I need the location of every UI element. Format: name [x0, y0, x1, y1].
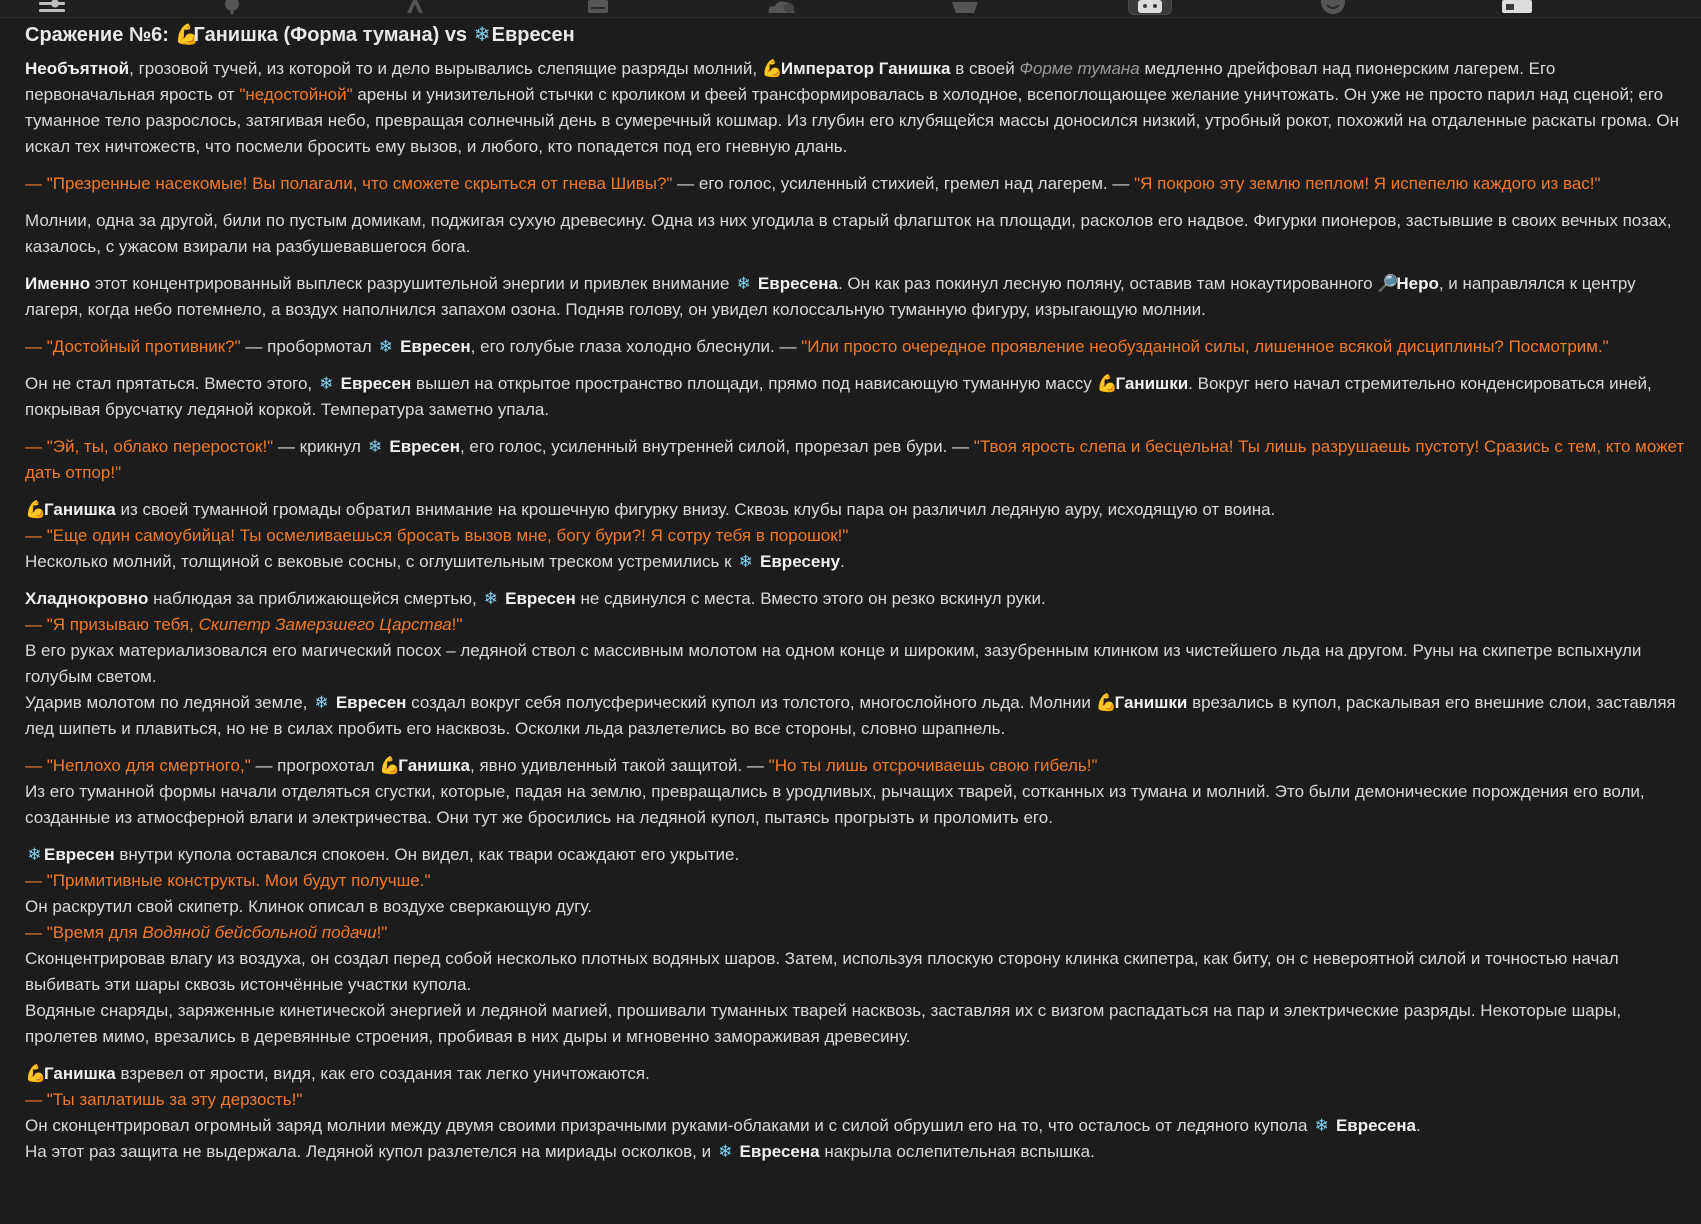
text: — прогрохотал: [250, 756, 380, 775]
dash: —: [25, 526, 47, 545]
text: . Вокруг него начал стремительно конденсироваться иней, покрывая брусчатку ледяной коркой. Температура заметно упала.: [25, 374, 1652, 419]
flexed-biceps-icon: 💪: [174, 24, 200, 46]
bold-text: Евресена: [757, 274, 838, 293]
quote-text: !": [376, 923, 388, 942]
line: [25, 946, 1685, 998]
text: , его голос, усиленный внутренней силой, прорезал рев бури. —: [459, 437, 974, 456]
id-card-icon[interactable]: [1497, 0, 1537, 14]
paragraph-3: [25, 208, 1685, 260]
text: из своей туманной громады обратил внимание на крошечную фигурку внизу. Сквозь клубы пара он различил ледяную ауру, исходящую от воина.: [115, 500, 1276, 519]
text: — пробормотал: [240, 337, 377, 356]
paragraph-10: [25, 753, 1685, 831]
fighter1-name: Ганишка (Форма тумана): [193, 24, 440, 46]
quote-text: "Твоя ярость слепа и бесцельна! Ты лишь разрушаешь пустоту! Сразись с тем, кто может дать отпор!": [25, 437, 1685, 482]
bold-text: Ганишки: [1115, 374, 1189, 393]
quote-text: "Эй, ты, облако переросток!": [46, 437, 274, 456]
bold-text: Евресен: [400, 337, 471, 356]
line: [25, 753, 1685, 779]
text: .: [840, 552, 845, 571]
bold-text: Ганишка: [44, 500, 116, 519]
line: [25, 523, 1685, 549]
snowflake-icon: ❄: [473, 24, 491, 46]
bold-text: Ганишки: [1114, 693, 1188, 712]
paragraph-11: [25, 842, 1685, 1050]
text: .: [1416, 1116, 1421, 1135]
snowflake-icon: ❄: [1314, 1116, 1329, 1135]
bold-text: Евресен: [505, 589, 576, 608]
bold-text: Ганишка: [398, 756, 471, 775]
paragraph-6: [25, 371, 1685, 423]
title-prefix: Сражение №6:: [25, 24, 169, 46]
snowflake-icon: ❄: [718, 1142, 733, 1161]
text: Несколько молний, толщиной с вековые сосны, с оглушительным треском устремились к: [25, 552, 737, 571]
line: [25, 497, 1685, 523]
snowflake-icon: ❄: [483, 589, 499, 608]
snowflake-icon: ❄: [368, 437, 383, 456]
text: врезались в купол, раскалывая его внешние слои, заставляя лед шипеть и плавиться, но не в силах пробить его насквозь. Осколки льда разлетелись во все стороны, словно шрапнель.: [25, 693, 1676, 738]
snowflake-icon: ❄: [314, 693, 329, 712]
line: [25, 1087, 1685, 1113]
bold-text: Хладнокровно: [25, 589, 149, 608]
snowflake-icon: ❄: [738, 552, 753, 571]
bold-text: Неро: [1396, 274, 1439, 293]
text: , грозовой тучей, из которой то и дело вырывались слепящие разряды молний,: [129, 59, 758, 78]
dash: —: [25, 615, 47, 634]
quote-text: "Ты заплатишь за эту дерзость!": [46, 1090, 303, 1109]
paragraph-4: [25, 271, 1685, 323]
sliders-icon[interactable]: [32, 0, 72, 14]
line: [25, 868, 1685, 894]
text: в своей: [950, 59, 1020, 78]
smile-icon[interactable]: [1313, 0, 1353, 14]
text: не сдвинулся с места. Вместо этого он резко вскинул руки.: [575, 589, 1046, 608]
quote-text: "Презренные насекомые! Вы полагали, что сможете скрыться от гнева Шивы?": [46, 174, 673, 193]
magnifier-icon: 🔎: [1377, 274, 1399, 293]
line: [25, 586, 1685, 612]
quote-text: "Но ты лишь отсрочиваешь свою гибель!": [768, 756, 1098, 775]
quote-text: "Примитивные конструкты. Мои будут получше.": [46, 871, 431, 890]
text: , и направлялся к центру лагеря, когда небо потемнело, а воздух наполнился запахом озона. Подняв голову, он увидел колоссальную туманную фигуру, изрыгающую молнии.: [25, 274, 1636, 319]
dash: —: [25, 437, 47, 456]
snowflake-icon: ❄: [378, 337, 393, 356]
text: , его голубые глаза холодно блеснули. —: [470, 337, 802, 356]
text: На этот раз защита не выдержала. Ледяной купол разлетелся на мириады осколков, и: [25, 1142, 716, 1161]
quote-text: "Достойный противник?": [46, 337, 241, 356]
bold-text: Необъятной: [25, 59, 130, 78]
dash: —: [25, 337, 47, 356]
line: [25, 1139, 1685, 1165]
line: [25, 1113, 1685, 1139]
battle-title: [25, 20, 1685, 50]
pin-icon[interactable]: [212, 0, 252, 14]
dash: —: [25, 1090, 47, 1109]
quote-italic-text: Водяной бейсбольной подачи: [142, 923, 377, 942]
quote-italic-text: Скипетр Замерзшего Царства: [198, 615, 452, 634]
text: накрыла ослепительная вспышка.: [819, 1142, 1095, 1161]
paragraph-2: [25, 171, 1685, 197]
dash: —: [25, 923, 47, 942]
text: Ударив молотом по ледяной земле,: [25, 693, 313, 712]
paragraph-1: [25, 56, 1685, 160]
text: этот концентрированный выплеск разрушительной энергии и привлек внимание: [90, 274, 735, 293]
quote-text: "Я призываю тебя,: [46, 615, 199, 634]
text: . Он как раз покинул лесную поляну, оставив там нокаутированного: [837, 274, 1378, 293]
quote-text: "Еще один самоубийца! Ты осмеливаешься бросать вызов мне, богу бури?! Я сотру тебя в порошок!": [46, 526, 849, 545]
bold-text: Евресена: [739, 1142, 820, 1161]
font-icon[interactable]: [395, 0, 435, 14]
bold-text: Император Ганишка: [780, 59, 951, 78]
text: взревел от ярости, видя, как его создания так легко уничтожаются.: [115, 1064, 650, 1083]
book-icon[interactable]: [578, 0, 618, 14]
dash: —: [25, 174, 47, 193]
text: — крикнул: [273, 437, 366, 456]
text: внутри купола оставался спокоен. Он видел, как твари осаждают его укрытие.: [114, 845, 740, 864]
chat-message: [25, 20, 1685, 1176]
paragraph-8: [25, 497, 1685, 575]
top-toolbar: [0, 0, 1701, 18]
quote-text: "Неплохо для смертного,": [46, 756, 251, 775]
snowflake-icon: ❄: [319, 374, 334, 393]
text: Молнии, одна за другой, били по пустым домикам, поджигая сухую древесину. Одна из них угодила в старый флагшток на площади, расколов его надвое. Фигурки пионеров, застывшие в своих вечных позах, казалось, с ужасом взирали на разбушевавшегося бога.: [25, 211, 1672, 256]
gear-cloud-icon[interactable]: [762, 0, 802, 14]
quote-text: "Или просто очередное проявление необузданной силы, лишенное всякой дисциплины? Посмотрим.": [801, 337, 1609, 356]
line: [25, 998, 1685, 1050]
snowflake-icon: ❄: [736, 274, 751, 293]
dash: —: [25, 871, 47, 890]
text: В его руках материализовался его магический посох – ледяной ствол с массивным молотом на одном конце и широким, зазубренным клинком из чистейшего льда на другом. Руны на скипетре вспыхнули голубым светом.: [25, 641, 1642, 686]
flexed-biceps-icon: 💪: [1095, 693, 1117, 712]
line: [25, 1061, 1685, 1087]
line: [25, 779, 1685, 831]
flexed-biceps-icon: 💪: [761, 59, 784, 78]
text-a-icon[interactable]: [945, 0, 985, 14]
bold-text: Евресен: [340, 374, 412, 393]
text: Сконцентрировав влагу из воздуха, он создал перед собой несколько плотных водяных шаров. Затем, используя плоскую сторону клинка скипетра, как биту, он с невероятной силой и точностью начал выбивать эти шары сквозь истончённые участки купола.: [25, 949, 1619, 994]
paragraph-7: [25, 434, 1685, 486]
flexed-biceps-icon: 💪: [25, 500, 47, 519]
dash: —: [25, 756, 47, 775]
text: Водяные снаряды, заряженные кинетической энергией и ледяной магией, прошивали туманных тварей насквозь, заставляя их с визгом распадаться на пар и электрические разряды. Некоторые шары, пролетев мимо, врезались в деревянные строения, пробивая в них дыры и мгновенно замораживая древесину.: [25, 1001, 1622, 1046]
text: создал вокруг себя полусферический купол из толстого, многослойного льда. Молнии: [406, 693, 1096, 712]
dice-icon[interactable]: [1128, 0, 1172, 15]
text: , явно удивленный такой защитой. —: [470, 756, 769, 775]
text: вышел на открытое пространство площади, прямо под нависающую туманную массу: [411, 374, 1097, 393]
line: [25, 549, 1685, 575]
paragraph-9: [25, 586, 1685, 742]
text: арены и унизительной стычки с кроликом и феей трансформировалась в холодное, всепоглощающее желание уничтожать. Он уже не просто парил над сценой; его туманное тело разрослось, затягивая небо, превращая солнечный день в сумеречный кошмар. Из глубин его клубящейся массы доносился низкий, утробный рокот, похожий на отдаленные раскаты грома. Он искал тех ничтожеств, что посмели бросить ему вызов, и любого, кто попадется под его гневную длань.: [25, 85, 1680, 156]
bold-text: Ганишка: [44, 1064, 116, 1083]
flexed-biceps-icon: 💪: [379, 756, 401, 775]
quote-text: "Я покрою эту землю пеплом! Я испепелю каждого из вас!": [1134, 174, 1601, 193]
fighter2-name: Евресен: [491, 24, 575, 46]
line: [25, 612, 1685, 638]
vs-label: vs: [444, 24, 468, 46]
line: [25, 842, 1685, 868]
snowflake-icon: ❄: [27, 845, 42, 864]
bold-text: Евресену: [760, 552, 841, 571]
flexed-biceps-icon: 💪: [1096, 374, 1118, 393]
paragraph-12: [25, 1061, 1685, 1165]
text: Из его туманной формы начали отделяться сгустки, которые, падая на землю, превращались в уродливых, рычащих тварей, сотканных из тумана и молний. Это были демонические порождения его воли, созданные из атмосферной влаги и электричества. Они тут же бросились на ледяной купол, пытаясь прогрызть и проломить его.: [25, 782, 1645, 827]
bold-text: Евресен: [335, 693, 407, 712]
line: [25, 690, 1685, 742]
text: — его голос, усиленный стихией, гремел над лагерем. —: [672, 174, 1135, 193]
text: Он раскрутил свой скипетр. Клинок описал в воздухе сверкающую дугу.: [25, 897, 592, 916]
paragraph-5: [25, 334, 1685, 360]
bold-text: Именно: [25, 274, 91, 293]
line: [25, 638, 1685, 690]
text: медленно дрейфовал над пионерским лагерем. Его первоначальная ярость от: [25, 59, 1556, 104]
flexed-biceps-icon: 💪: [25, 1064, 47, 1083]
bold-text: Евресена: [1335, 1116, 1416, 1135]
text: Он сконцентрировал огромный заряд молнии между двумя своими призрачными руками-облаками и с силой обрушил его на то, что осталось от ледяного купола: [25, 1116, 1313, 1135]
bold-text: Евресен: [44, 845, 115, 864]
text: наблюдая за приближающейся смертью,: [148, 589, 482, 608]
quote-text: "Время для: [46, 923, 143, 942]
text: Он не стал прятаться. Вместо этого,: [25, 374, 317, 393]
quote-text: !": [451, 615, 463, 634]
line: [25, 920, 1685, 946]
italic-text: Форме тумана: [1019, 59, 1140, 78]
line: [25, 894, 1685, 920]
quote-text: "недостойной": [239, 85, 353, 104]
bold-text: Евресен: [389, 437, 460, 456]
